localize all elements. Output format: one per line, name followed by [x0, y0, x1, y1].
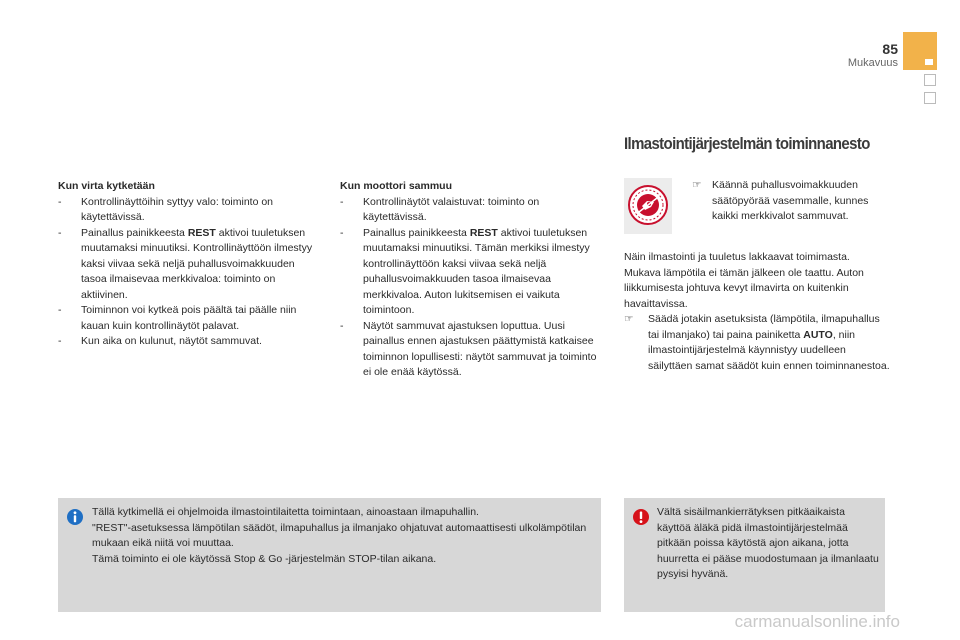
info-icon — [66, 508, 84, 526]
item-list — [340, 195, 602, 381]
column-title: Kun virta kytketään — [58, 180, 155, 192]
result-text — [624, 250, 892, 374]
note-line: Tällä kytkimellä ei ohjelmoida ilmastointilaitetta toimintaan, ainoastaan ilmapuhallin. — [92, 506, 479, 518]
column-ignition — [58, 179, 320, 350]
page-number: 85 — [882, 41, 898, 57]
list-item: - Kontrollinäyttöihin syttyy valo: toiminto on käytettävissä. — [58, 195, 320, 226]
section-heading: Ilmastointijärjestelmän toiminnanesto — [624, 134, 870, 153]
chapter-tab[interactable] — [924, 74, 936, 86]
note-line: Tämä toiminto ei ole käytössä Stop & Go -järjestelmän STOP-tilan aikana. — [92, 552, 437, 565]
fan-speed-knob-icon — [624, 178, 672, 234]
section-name: Mukavuus — [847, 57, 898, 69]
paragraph: Mukava lämpötila ei tämän jälkeen ole taattu. Auton liikkumisesta johtuva kevyt ilmavirta on kuitenkin havaittavissa. — [624, 266, 864, 310]
list-item: - Näytöt sammuvat ajastuksen loputtua. Uusi painallus ennen ajastuksen päättymistä katkaisee toiminnon lopullisesti: näytöt sammuvat ja toiminto ei ole enää käytössä. — [340, 319, 602, 381]
watermark: carmanualsonline.info — [734, 612, 900, 631]
list-item: - Painallus painikkeesta REST aktivoi tuuletuksen muutamaksi minuutiksi. Tämän merkiksi ilmestyy kontrollinäyttöön kaksi viivaa sekä neljä puhallusvoimakkuuden tasoa ilmaisevaa merkkivaloa. Auton lukitsemisen ei vaikuta toimintoon. — [340, 226, 602, 319]
list-item: - Kun aika on kulunut, näytöt sammuvat. — [58, 334, 320, 350]
paragraph: Näin ilmastointi ja tuuletus lakkaavat toimimasta. — [624, 251, 850, 263]
tab-dot — [925, 59, 933, 65]
list-item: - Painallus painikkeesta REST aktivoi tuuletuksen muutamaksi minuutiksi. Kontrollinäyttöön ilmestyy kaksi viivaa sekä neljä puhallusvoimakkuuden tasoa ilmaisevaa merkkivaloa: toiminto on aktiivinen. — [58, 226, 320, 304]
list-item: - Kontrollinäytöt valaistuvat: toiminto on käytettävissä. — [340, 195, 602, 226]
column-title: Kun moottori sammuu — [340, 180, 452, 192]
note-line: "REST"-asetuksessa lämpötilan säädöt, ilmapuhallus ja ilmanjako ohjatuvat automaattisesti ulkolämpötilan mukaan eikä niitä voi muuttaa. — [92, 521, 587, 549]
column-engine-off — [340, 179, 602, 381]
info-note-box — [58, 498, 601, 612]
chapter-tab[interactable] — [924, 92, 936, 104]
chapter-tab-active[interactable] — [903, 32, 937, 70]
bullet-item: ☞ Säädä jotakin asetuksista (lämpötila, ilmapuhallus tai ilmanjako) tai paina painiketta AUTO, niin ilmastointijärjestelmä käynnistyy uudelleen säilyttäen samat säädöt kuin ennen toiminnanestoa. — [624, 313, 890, 372]
warning-text: Vältä sisäilmankierrätyksen pitkäaikaista käyttöä äläkä pidä ilmastointijärjestelmää pitkään poissa käytöstä ajon aikana, jotta huurretta ei pääse muodostumaan ja ilmanlaatu pysyisi hyvänä. — [657, 506, 879, 580]
pointing-hand-icon: ☞ — [624, 313, 634, 325]
item-list — [58, 195, 320, 350]
warning-icon — [632, 508, 650, 526]
knob-instruction: ☞ Käännä puhallusvoimakkuuden säätöpyörää vasemmalle, kunnes kaikki merkkivalot sammuvat. — [692, 179, 869, 222]
list-item: - Toiminnon voi kytkeä pois päältä tai päälle niin kauan kuin kontrollinäytöt palavat. — [58, 303, 320, 334]
pointing-hand-icon: ☞ — [692, 179, 702, 191]
warning-note-box — [624, 498, 885, 612]
